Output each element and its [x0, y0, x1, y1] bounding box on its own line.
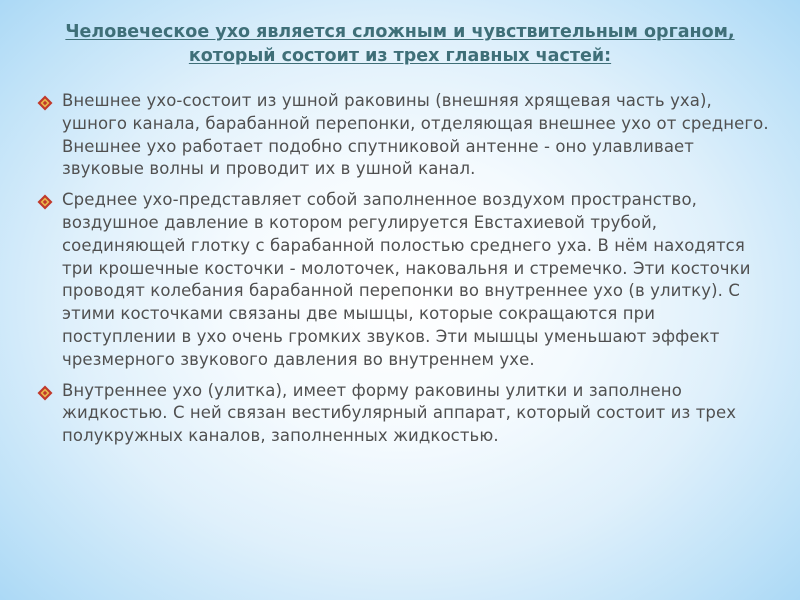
- bullet-text: Внутреннее ухо (улитка), имеет форму раковины улитки и заполнено жидкостью. С ней связан вестибулярный аппарат, который состоит из трех полукружных каналов, заполненных жидкостью.: [62, 380, 737, 446]
- slide-title: Человеческое ухо является сложным и чувствительным органом, который состоит из трех главных частей:: [65, 22, 735, 66]
- diamond-bullet-icon: [37, 95, 53, 111]
- bullet-item-inner-ear: [34, 380, 774, 448]
- diamond-bullet-icon: [37, 385, 53, 401]
- diamond-bullet-icon: [37, 194, 53, 210]
- bullet-text: Среднее ухо-представляет собой заполненное воздухом пространство, воздушное давление в котором регулируется Евстахиевой трубой, соединяющей глотку с барабанной полостью среднего уха. В нём находятся три крошечные косточки - молоточек, наковальня и стремечко. Эти косточки проводят колебания барабанной перепонки во внутреннее ухо (в улитку). С этими косточками связаны две мышцы, которые сокращаются при поступлении в ухо очень громких звуков. Эти мышцы уменьшают эффект чрезмерного звукового давления во внутреннем ухе.: [62, 190, 751, 369]
- bullet-text: Внешнее ухо-состоит из ушной раковины (внешняя хрящевая часть уха), ушного канала, барабанной перепонки, отделяющая внешнее ухо от среднего. Внешнее ухо работает подобно спутниковой антенне - оно улавливает звуковые волны и проводит их в ушной канал.: [62, 91, 769, 179]
- bullet-list: [34, 90, 774, 456]
- bullet-item-outer-ear: [34, 90, 774, 181]
- bullet-item-middle-ear: [34, 189, 774, 371]
